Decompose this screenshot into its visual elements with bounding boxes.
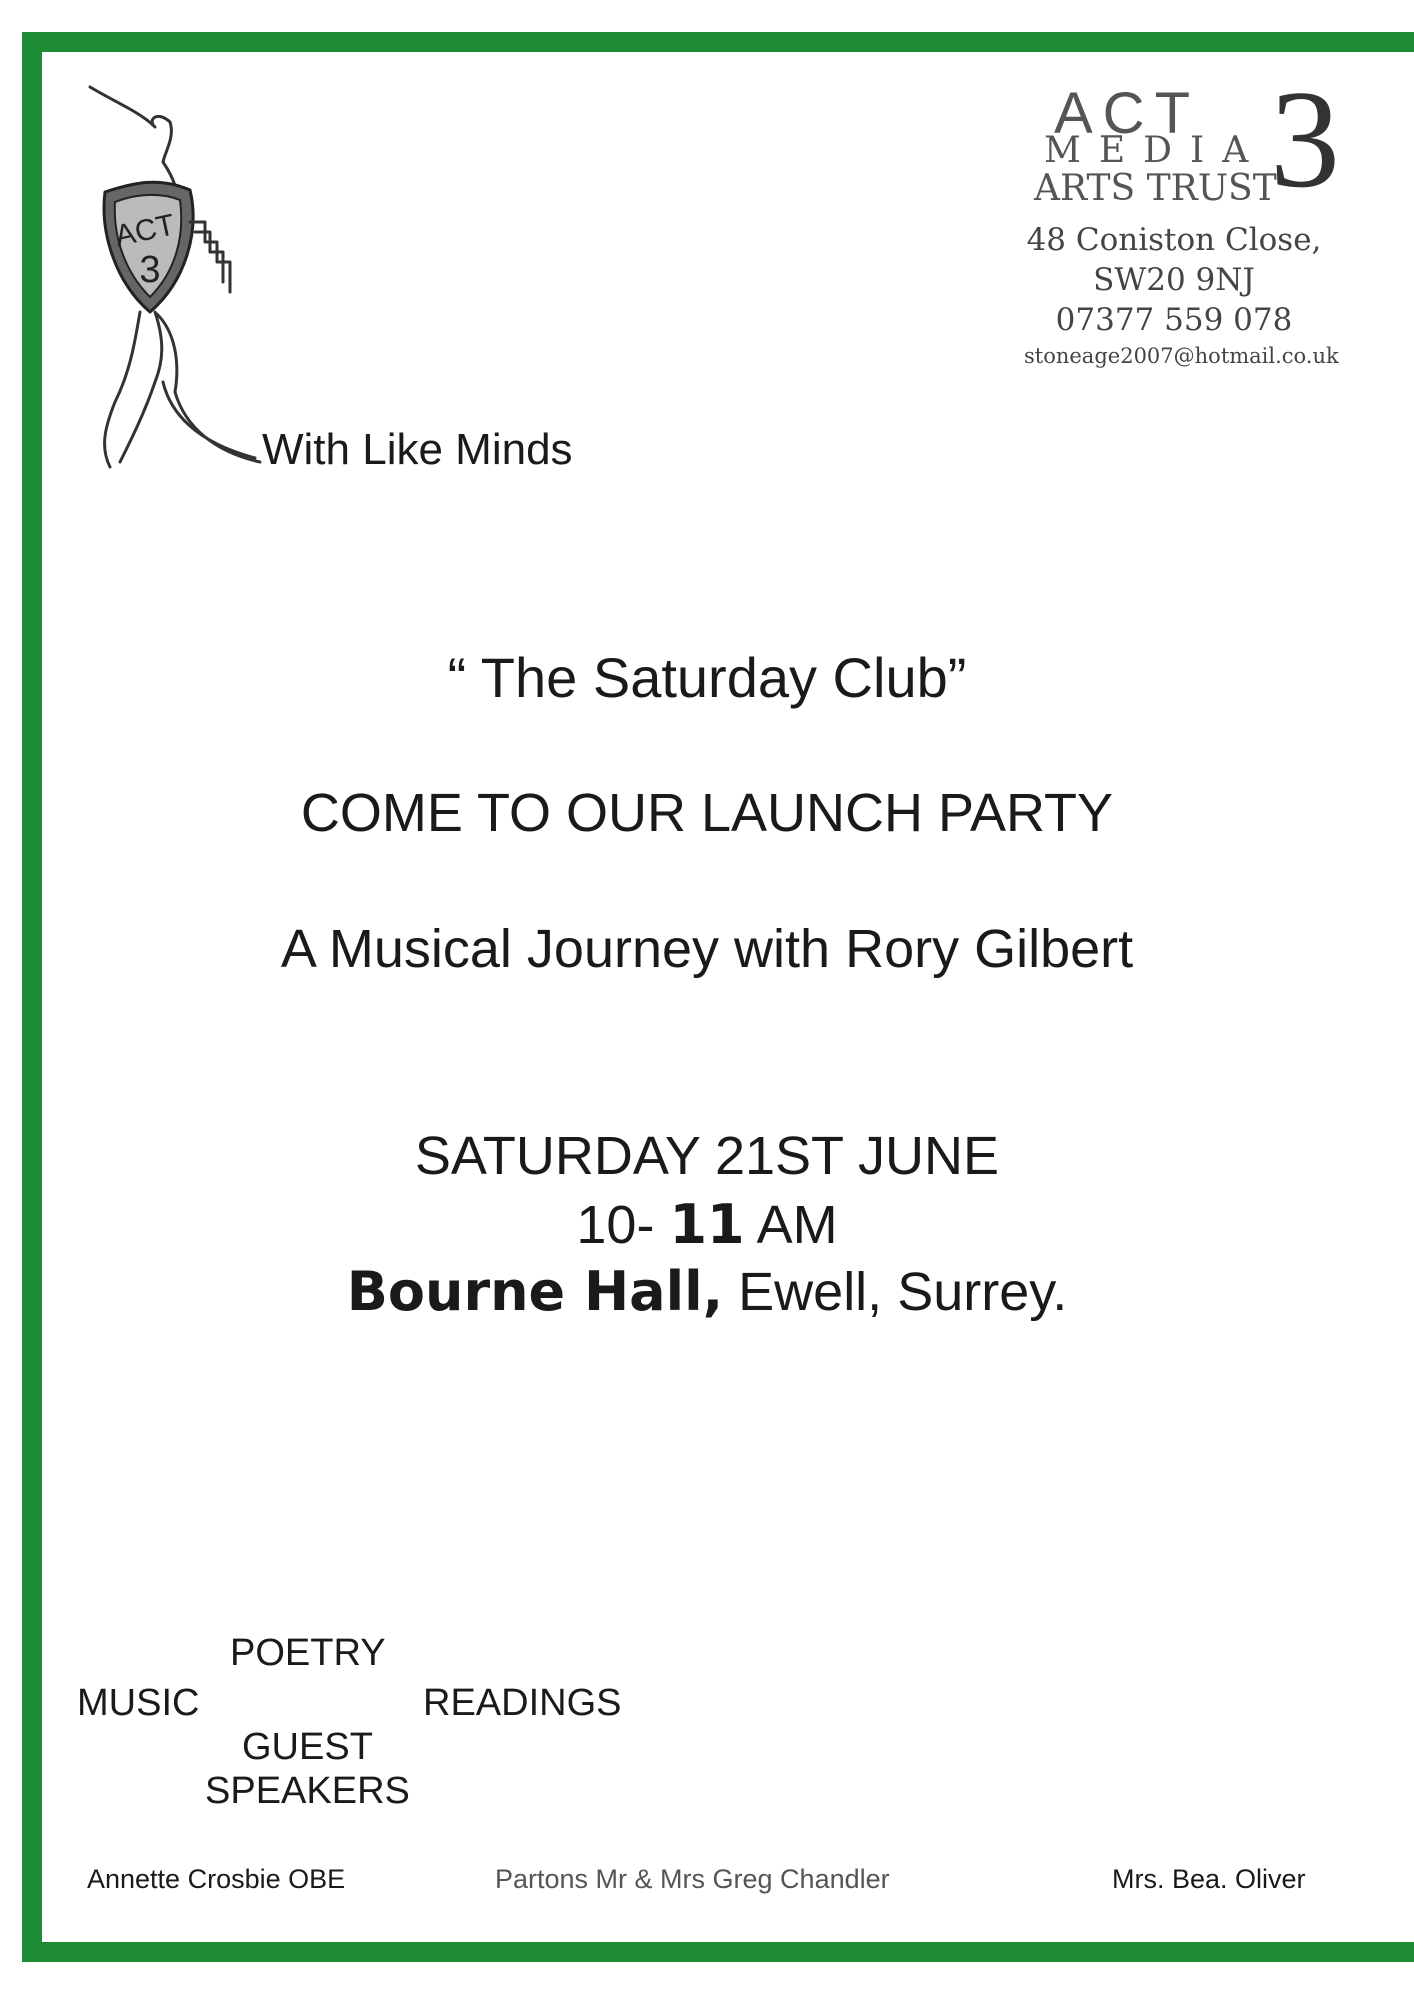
event-date: SATURDAY 21ST JUNE (414, 1126, 1000, 1186)
address-line-1: 48 Coniston Close, (1026, 222, 1322, 258)
organization-name (1024, 62, 1340, 220)
time-suffix: AM (756, 1195, 838, 1255)
email-address: stoneage2007@hotmail.co.uk (1024, 344, 1339, 368)
event-subtitle: A Musical Journey with Rory Gilbert (280, 919, 1134, 979)
org-name-media: MEDIA (1044, 130, 1267, 171)
act3-figure-logo (85, 82, 275, 482)
tagline: With Like Minds (262, 425, 573, 474)
footer-left-name: Annette Crosbie OBE (87, 1864, 346, 1894)
event-venue (0, 1260, 1414, 1323)
club-name: “ The Saturday Club” (447, 646, 967, 709)
svg-text:3: 3 (139, 249, 161, 291)
footer-patrons: Partons Mr & Mrs Greg Chandler (495, 1864, 890, 1894)
venue-name: Bourne Hall, (346, 1260, 724, 1323)
activity-speakers: SPEAKERS (205, 1770, 410, 1812)
venue-location: Ewell, Surrey. (738, 1262, 1068, 1322)
time-end: 11 (669, 1193, 745, 1256)
organization-block (1024, 62, 1340, 368)
phone-number: 07377 559 078 (1055, 302, 1293, 338)
svg-text:ACT: ACT (112, 208, 178, 254)
address-line-2: SW20 9NJ (1093, 262, 1255, 298)
launch-headline: COME TO OUR LAUNCH PARTY (300, 783, 1114, 843)
numeral-three-text: 3 (1270, 62, 1340, 217)
activity-guest: GUEST (242, 1726, 373, 1768)
time-start: 10- (576, 1195, 655, 1255)
org-name-arts-trust: ARTS TRUST (1034, 168, 1277, 209)
footer-right-name: Mrs. Bea. Oliver (1112, 1864, 1306, 1894)
activity-readings: READINGS (423, 1682, 622, 1724)
activity-poetry: POETRY (230, 1632, 386, 1674)
org-numeral-three (1270, 62, 1340, 217)
org-name-act: ACT (1054, 81, 1200, 146)
event-time (0, 1193, 1414, 1256)
activity-music: MUSIC (77, 1682, 200, 1724)
